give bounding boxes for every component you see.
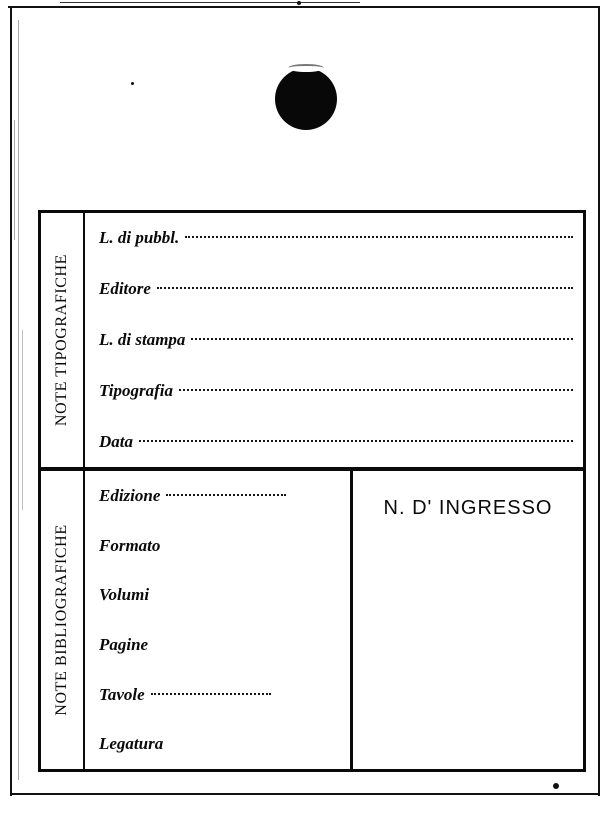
- ink-speck: [553, 783, 559, 789]
- section-label-bibliografiche-text: NOTE BIBLIOGRAFICHE: [53, 524, 70, 716]
- catalog-card: [38, 210, 586, 772]
- accession-number-panel[interactable]: [353, 471, 583, 769]
- field-input-pagine[interactable]: [154, 643, 340, 644]
- field-label-pagine: Pagine: [99, 634, 149, 654]
- section-label-bibliografiche: [41, 471, 85, 769]
- field-input-legatura[interactable]: [169, 742, 340, 743]
- field-input-edizione[interactable]: [166, 493, 286, 496]
- field-input-formato[interactable]: [166, 544, 340, 545]
- field-row: [99, 213, 583, 264]
- field-label-tavole: Tavole: [99, 684, 145, 704]
- scan-border-left-secondary: [18, 20, 19, 780]
- field-label-data: Data: [99, 431, 133, 451]
- scan-border-bottom: [10, 793, 600, 795]
- section-note-bibliografiche: [41, 471, 583, 769]
- field-label-legatura: Legatura: [99, 734, 164, 754]
- ink-speck: [131, 82, 134, 85]
- bibliografiche-body: [85, 471, 583, 769]
- field-row: [99, 315, 583, 366]
- scan-noise-line: [14, 120, 15, 240]
- field-row: [99, 719, 350, 769]
- field-label-volumi: Volumi: [99, 585, 150, 605]
- field-input-l-di-stampa[interactable]: [191, 337, 573, 340]
- section-label-tipografiche: [41, 213, 85, 467]
- field-label-formato: Formato: [99, 535, 161, 555]
- field-input-editore[interactable]: [157, 286, 573, 289]
- field-row: [99, 570, 350, 620]
- field-label-edizione: Edizione: [99, 485, 161, 505]
- punch-hole-icon: [275, 68, 337, 130]
- field-list-bibliografiche: [85, 471, 353, 769]
- ink-speck: [297, 1, 301, 5]
- field-row: [99, 264, 583, 315]
- field-row: [99, 471, 350, 521]
- field-label-tipografia: Tipografia: [99, 380, 173, 400]
- field-input-tavole[interactable]: [151, 692, 271, 695]
- accession-number-title: N. D' INGRESSO: [383, 497, 553, 519]
- scan-border-right: [598, 6, 600, 796]
- field-row: [99, 670, 350, 720]
- punch-hole-highlight: [288, 64, 324, 72]
- field-label-editore: Editore: [99, 279, 151, 299]
- section-label-tipografiche-text: NOTE TIPOGRAFICHE: [53, 253, 70, 427]
- section-note-tipografiche: [41, 213, 583, 471]
- field-input-volumi[interactable]: [155, 593, 340, 594]
- field-input-l-di-pubbl[interactable]: [185, 235, 573, 238]
- scan-border-left: [10, 6, 12, 796]
- field-input-tipografia[interactable]: [179, 388, 573, 391]
- field-row: [99, 365, 583, 416]
- field-label-l-di-pubbl: L. di pubbl.: [99, 228, 180, 248]
- scan-noise-line: [22, 330, 23, 510]
- field-row: [99, 521, 350, 571]
- field-row: [99, 416, 583, 467]
- scan-border-top-secondary: [60, 2, 360, 3]
- field-list-tipografiche: [85, 213, 583, 467]
- field-input-data[interactable]: [139, 439, 573, 442]
- field-row: [99, 620, 350, 670]
- scan-border-top: [8, 6, 600, 8]
- field-label-l-di-stampa: L. di stampa: [99, 329, 186, 349]
